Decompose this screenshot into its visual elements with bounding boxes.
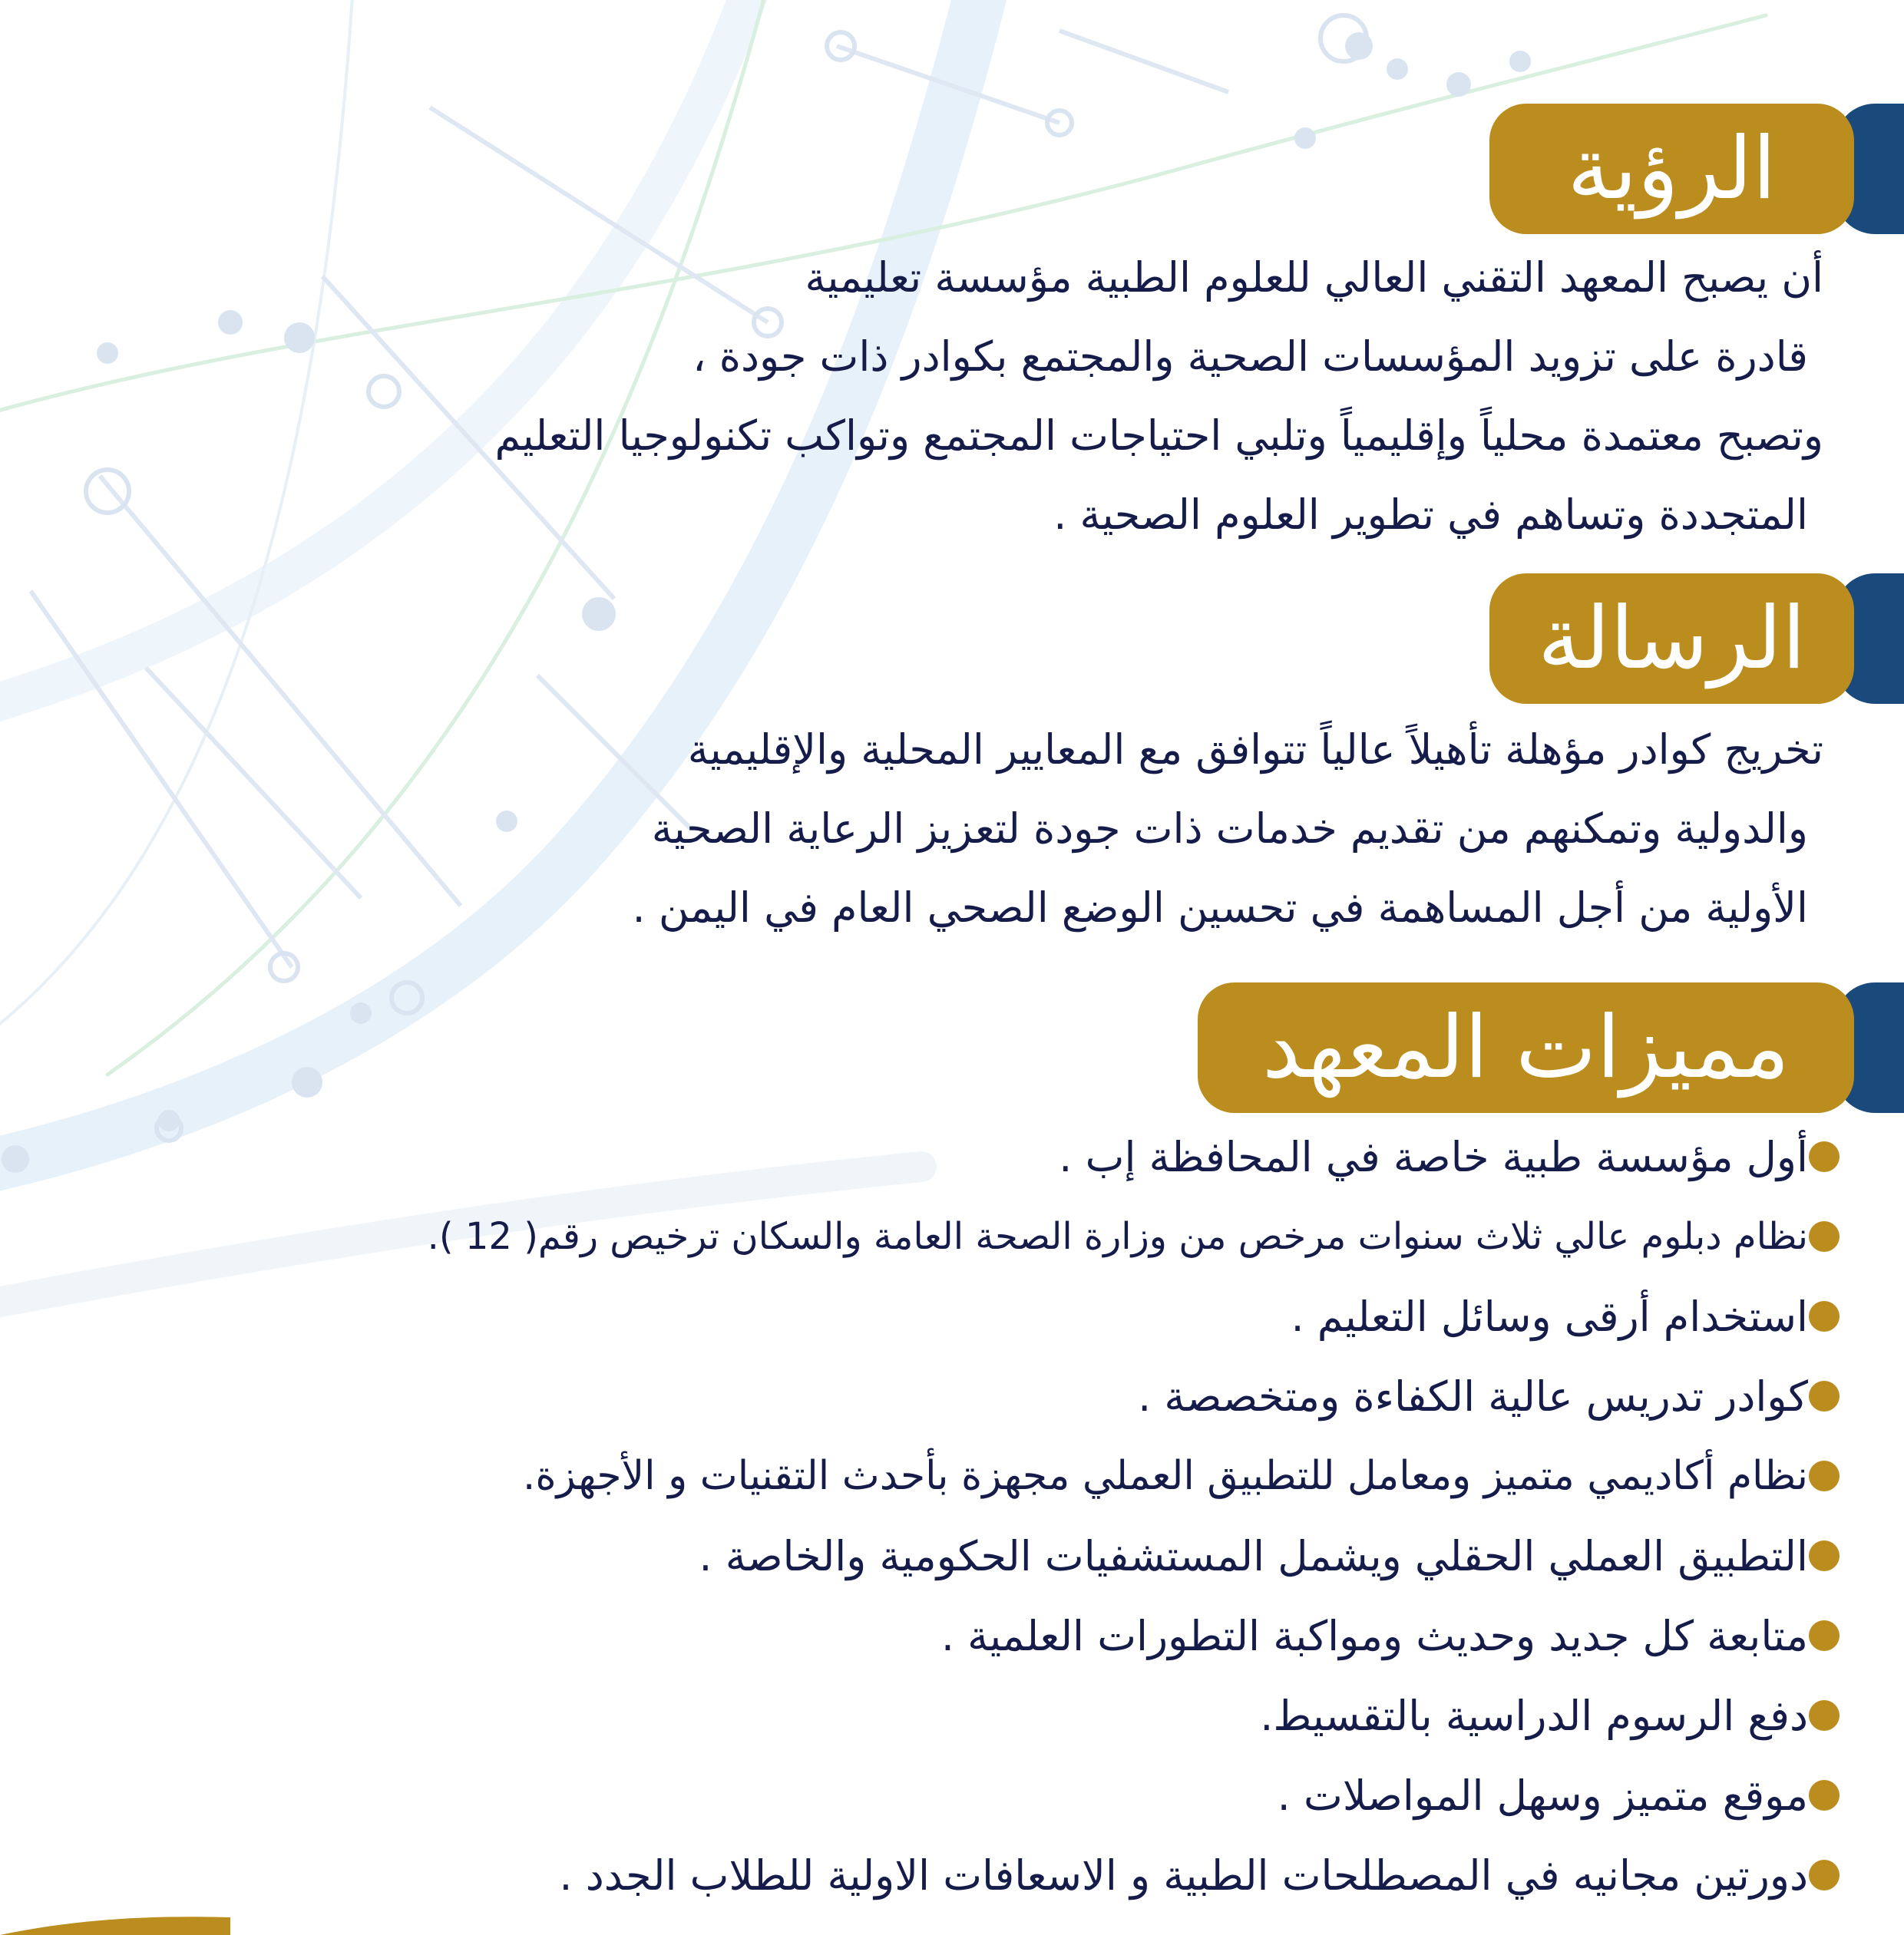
feature-text: التطبيق العملي الحقلي ويشمل المستشفيات الحكومية والخاصة . (699, 1531, 1808, 1580)
list-item (0, 1755, 1904, 1835)
vision-header (1489, 104, 1904, 234)
features-list (0, 1117, 1904, 1915)
bullet-icon (1809, 1620, 1840, 1651)
mission-line: تخريج كوادر مؤهلة تأهيلاً عالياً تتوافق مع المعايير المحلية والإقليمية (687, 725, 1823, 774)
mission-paragraph (58, 710, 1823, 947)
list-item (0, 1117, 1904, 1197)
bullet-icon (1809, 1141, 1840, 1172)
list-item (0, 1596, 1904, 1676)
list-item (0, 1276, 1904, 1356)
features-header (1159, 982, 1904, 1113)
vision-line: أن يصبح المعهد التقني العالي للعلوم الطبية مؤسسة تعليمية (805, 253, 1823, 302)
header-title-pill (1489, 104, 1854, 234)
bullet-icon (1809, 1860, 1840, 1890)
vision-paragraph (58, 238, 1823, 554)
list-item (0, 1197, 1904, 1276)
mission-line: الأولية من أجل المساهمة في تحسين الوضع الصحي العام في اليمن . (632, 883, 1808, 932)
list-item (0, 1516, 1904, 1596)
bullet-icon (1809, 1221, 1840, 1252)
feature-text: دورتين مجانيه في المصطلحات الطبية و الاسعافات الاولية للطلاب الجدد . (559, 1851, 1808, 1900)
feature-text: موقع متميز وسهل المواصلات . (1277, 1771, 1808, 1820)
feature-text: نظام دبلوم عالي ثلاث سنوات مرخص من وزارة الصحة العامة والسكان ترخيص رقم( 12 ). (427, 1215, 1808, 1258)
bullet-icon (1809, 1540, 1840, 1571)
list-item (0, 1835, 1904, 1915)
feature-text: استخدام أرقى وسائل التعليم . (1291, 1292, 1808, 1341)
list-item (0, 1436, 1904, 1516)
bullet-icon (1809, 1301, 1840, 1332)
vision-title: الرؤية (1567, 119, 1777, 219)
feature-text: نظام أكاديمي متميز ومعامل للتطبيق العملي مجهزة بأحدث التقنيات و الأجهزة. (522, 1453, 1808, 1499)
mission-line: والدولية وتمكنهم من تقديم خدمات ذات جودة لتعزيز الرعاية الصحية (651, 804, 1808, 853)
header-title-pill (1198, 982, 1854, 1113)
list-item (0, 1676, 1904, 1755)
bullet-icon (1809, 1700, 1840, 1731)
bullet-icon (1809, 1381, 1840, 1412)
bullet-icon (1809, 1780, 1840, 1811)
vision-line: المتجددة وتساهم في تطوير العلوم الصحية . (1053, 490, 1808, 539)
bullet-icon (1809, 1461, 1840, 1491)
list-item (0, 1356, 1904, 1436)
header-title-pill (1489, 573, 1854, 704)
feature-text: كوادر تدريس عالية الكفاءة ومتخصصة . (1138, 1372, 1808, 1421)
feature-text: متابعة كل جديد وحديث ومواكبة التطورات العلمية . (940, 1611, 1808, 1660)
vision-line: قادرة على تزويد المؤسسات الصحية والمجتمع بكوادر ذات جودة ، (693, 332, 1808, 381)
mission-title: الرسالة (1537, 589, 1806, 688)
feature-text: دفع الرسوم الدراسية بالتقسيط. (1260, 1691, 1808, 1740)
features-title: مميزات المعهد (1262, 998, 1790, 1098)
feature-text: أول مؤسسة طبية خاصة في المحافظة إب . (1059, 1132, 1808, 1181)
vision-line: وتصبح معتمدة محلياً وإقليمياً وتلبي احتياجات المجتمع وتواكب تكنولوجيا التعليم (494, 411, 1823, 460)
mission-header (1489, 573, 1904, 704)
